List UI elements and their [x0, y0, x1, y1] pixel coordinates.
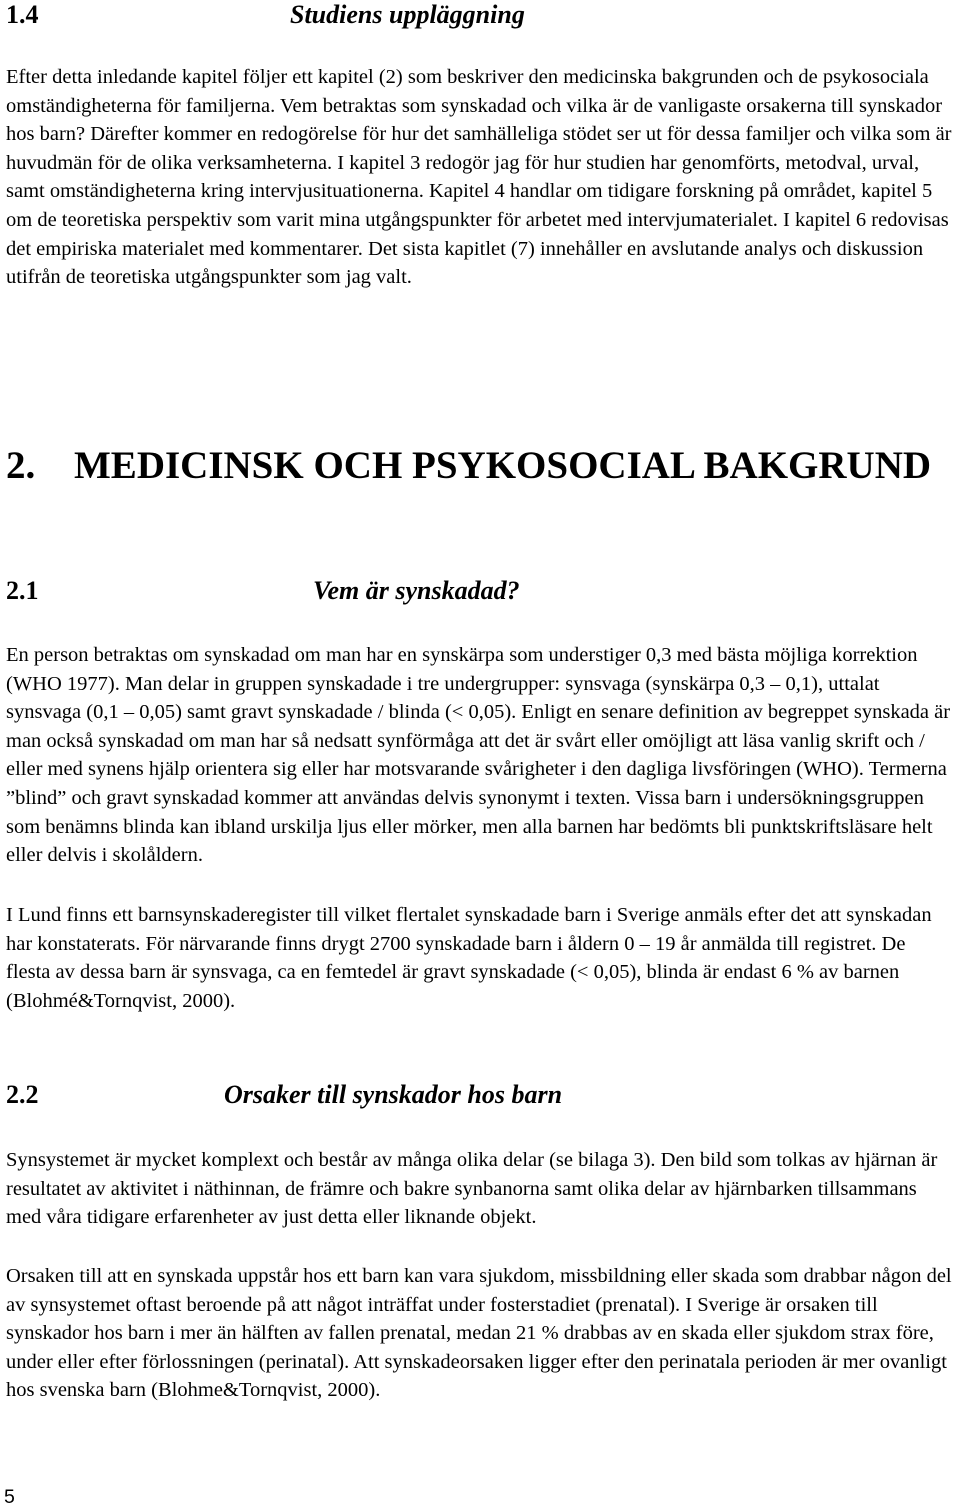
section-number: 2.2 — [6, 1080, 39, 1109]
paragraph-causes: Orsaken till att en synskada uppstår hos ett barn kan vara sjukdom, missbildning eller skada som drabbar någon del av synsystemet oftast beroende på att något inträffat under fosterstadiet (prenatal). I Sverige är orsaken till synskador hos barn i mer än hälften av fallen prenatal, medan 21 % drabbas av en skada eller sjukdom strax före, under eller efter förlossningen (perinatal). Att synskadeorsaken ligger efter den perinatala perioden är mer ovanligt hos svenska barn (Blohme&Tornqvist, 2000). — [6, 1265, 952, 1402]
chapter-title: MEDICINSK OCH PSYKOSOCIAL BAKGRUND — [74, 444, 932, 487]
section-number: 1.4 — [6, 0, 39, 29]
paragraph-study-structure: Efter detta inledande kapitel följer ett kapitel (2) som beskriver den medicinska bakgrunden och de psykosociala omständigheterna för familjerna. Vem betraktas som synskadad och vilka är de vanligaste orsakerna till synskador hos barn? Därefter kommer en redogörelse för hur det samhälleliga stödet ser ut för dessa familjer och vilka som är huvudmän för de olika verksamheterna. I kapitel 3 redogör jag för hur studien har genomförts, metodval, urval, samt omständigheterna kring intervjusituationerna. Kapitel 4 handlar om tidigare forskning på området, kapitel 5 om de teoretiska perspektiv som varit mina utgångspunkter för arbetet med intervjumaterialet. I kapitel 6 redovisas det empiriska materialet med kommentarer. Det sista kapitlet (7) innehåller en avslutande analys och diskussion utifrån de teoretiska utgångspunkter som jag valt. — [6, 66, 952, 289]
section-title: Studiens uppläggning — [290, 0, 525, 29]
page-number: 5 — [4, 1486, 15, 1508]
section-title: Vem är synskadad? — [313, 576, 520, 605]
section-title: Orsaker till synskador hos barn — [224, 1080, 563, 1109]
chapter-number: 2. — [6, 444, 36, 487]
paragraph-visual-system: Synsystemet är mycket komplext och består av många olika delar (se bilaga 3). Den bild som tolkas av hjärnan är resultatet av aktivitet i näthinnan, de främre och bakre synbanorna samt olika delar av hjärnbarken tillsammans med våra tidigare erfarenheter av just detta eller liknande objekt. — [6, 1149, 938, 1229]
paragraph-lund-register: I Lund finns ett barnsynskaderegister till vilket flertalet synskadade barn i Sverige anmäls efter det att synskadan har konstaterats. För närvarande finns drygt 2700 synskadade barn i åldern 0 – 19 år anmälda till registret. De flesta av dessa barn är synsvaga, ca en femtedel är gravt synskadade (< 0,05), blinda är endast 6 % av barnen (Blohmé&Tornqvist, 2000). — [6, 904, 932, 1012]
section-number: 2.1 — [6, 576, 39, 605]
paragraph-who-definition: En person betraktas om synskadad om man har en synskärpa som understiger 0,3 med bästa möjliga korrektion (WHO 1977). Man delar in gruppen synskadade i tre undergrupper: synsvaga (synskärpa 0,3 – 0,1), uttalat synsvaga (0,1 – 0,05) samt gravt synskadade / blinda (< 0,05). Enligt en senare definition av begreppet synskada är man också synskadad om man har så nedsatt synförmåga att det är svårt eller omöjligt att läsa vanlig skrift och / eller med synens hjälp orientera sig eller har motsvarande svårigheter i den dagliga livsföringen (WHO). Termerna ”blind” och gravt synskadad kommer att användas delvis synonymt i texten. Vissa barn i undersökningsgruppen som benämns blinda kan ibland urskilja ljus eller mörker, men alla barnen har bedömts bli punktskriftsläsare helt eller delvis i skolåldern. — [6, 644, 951, 867]
